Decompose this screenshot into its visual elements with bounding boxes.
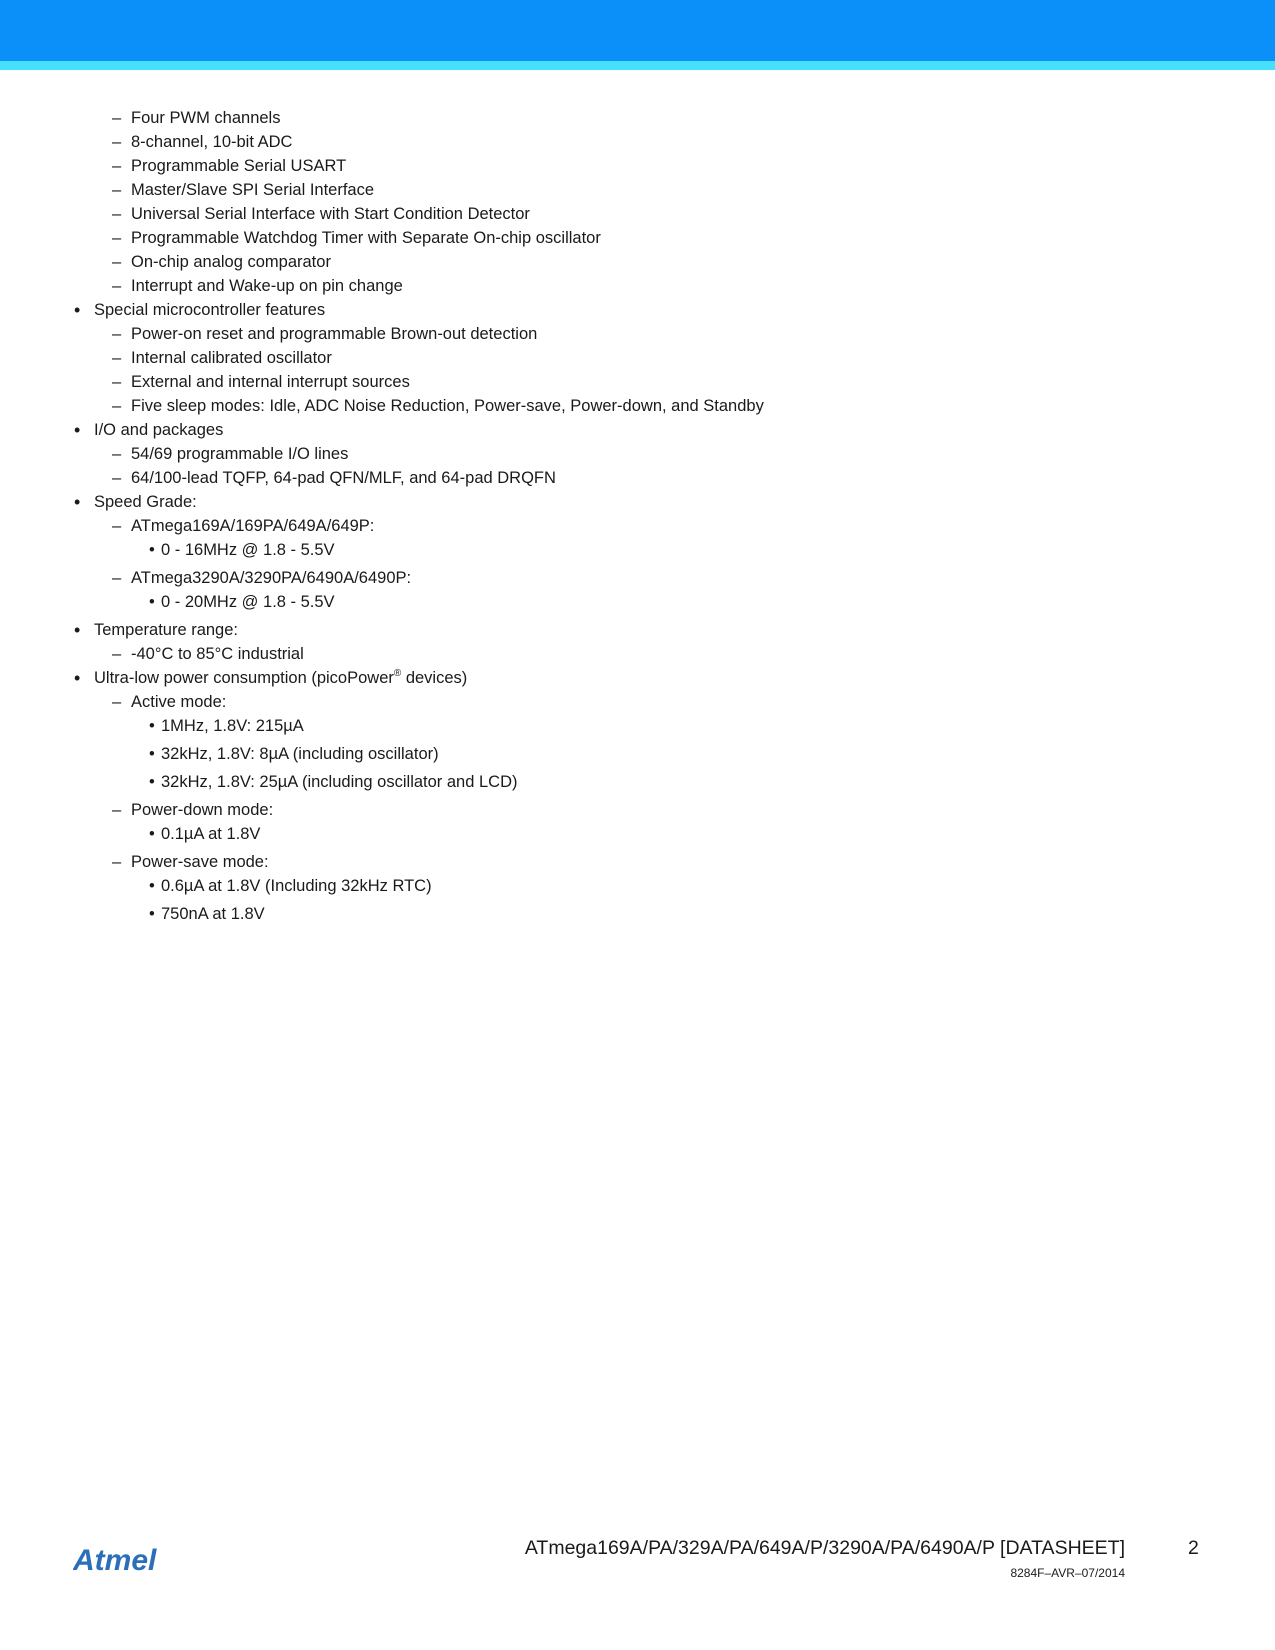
item-text: -40°C to 85°C industrial (131, 645, 304, 663)
sub-sub-item (149, 744, 439, 764)
dash-marker: – (112, 397, 122, 415)
atmel-logo-text: Atmel (73, 1544, 157, 1576)
item-text: Four PWM channels (131, 109, 281, 127)
dash-marker: – (112, 853, 122, 871)
sub-sub-item (149, 592, 335, 612)
item-text: Power-down mode: (131, 801, 274, 819)
item-text: 32kHz, 1.8V: 8µA (including oscillator) (161, 745, 439, 763)
registered-mark: ® (393, 667, 402, 679)
footer-title: ATmega169A/PA/329A/PA/649A/P/3290A/PA/6490A/P [DATASHEET] (524, 1537, 1125, 1559)
bullet-marker: • (74, 420, 81, 440)
sub-sub-item (149, 772, 518, 792)
dash-marker: – (112, 133, 122, 151)
item-text: 0.1µA at 1.8V (161, 825, 261, 843)
sub-item (112, 372, 410, 392)
bullet-marker: • (74, 300, 81, 320)
item-text: Active mode: (131, 693, 227, 711)
sub-item (112, 324, 538, 344)
item-text: 8-channel, 10-bit ADC (131, 133, 293, 151)
dash-marker: – (112, 205, 122, 223)
bullet-item (74, 667, 468, 688)
item-text: 32kHz, 1.8V: 25µA (including oscillator and LCD) (161, 773, 518, 791)
dash-marker: – (112, 517, 122, 535)
item-text: Programmable Serial USART (131, 157, 347, 175)
item-text: Speed Grade: (94, 493, 197, 511)
sub-sub-item (149, 716, 304, 736)
sub-item (112, 516, 375, 536)
sub-item (112, 568, 412, 588)
item-text: Programmable Watchdog Timer with Separate On-chip oscillator (131, 229, 601, 247)
bullet-item (74, 300, 326, 320)
bullet-marker: • (149, 825, 155, 843)
item-text: 750nA at 1.8V (161, 905, 265, 923)
item-text: External and internal interrupt sources (131, 373, 410, 391)
sub-item (112, 800, 274, 820)
item-text: On-chip analog comparator (131, 253, 331, 271)
bullet-marker: • (149, 745, 155, 763)
item-text: 54/69 programmable I/O lines (131, 445, 349, 463)
item-text: Special microcontroller features (94, 301, 326, 319)
bullet-marker: • (149, 541, 155, 559)
item-text: Five sleep modes: Idle, ADC Noise Reduction, Power-save, Power-down, and Standby (131, 397, 764, 415)
item-text: I/O and packages (94, 421, 224, 439)
bullet-marker: • (74, 668, 81, 688)
bullet-item (74, 620, 238, 640)
item-text: Power-on reset and programmable Brown-out detection (131, 325, 538, 343)
dash-marker: – (112, 253, 122, 271)
item-text: 0.6µA at 1.8V (Including 32kHz RTC) (161, 877, 432, 895)
sub-item (112, 852, 269, 872)
atmel-logo (73, 1544, 179, 1576)
item-text: ATmega3290A/3290PA/6490A/6490P: (131, 569, 412, 587)
dash-marker: – (112, 349, 122, 367)
sub-item (112, 204, 530, 224)
bullet-marker: • (149, 905, 155, 923)
sub-item (112, 132, 293, 152)
dash-marker: – (112, 569, 122, 587)
dash-marker: – (112, 645, 122, 663)
sub-item (112, 252, 331, 272)
bullet-marker: • (149, 773, 155, 791)
sub-item (112, 180, 375, 200)
header-stripe (0, 61, 1275, 70)
dash-marker: – (112, 469, 122, 487)
sub-item (112, 396, 764, 416)
sub-item (112, 644, 304, 664)
item-text: Interrupt and Wake-up on pin change (131, 277, 403, 295)
item-text: ATmega169A/169PA/649A/649P: (131, 517, 375, 535)
item-text: Power-save mode: (131, 853, 269, 871)
dash-marker: – (112, 157, 122, 175)
dash-marker: – (112, 325, 122, 343)
dash-marker: – (112, 229, 122, 247)
sub-sub-item (149, 824, 260, 844)
sub-item (112, 348, 332, 368)
item-text: Master/Slave SPI Serial Interface (131, 181, 375, 199)
page-number: 2 (1188, 1537, 1199, 1559)
bullet-item (74, 420, 224, 440)
bullet-marker: • (149, 877, 155, 895)
header-bar (0, 0, 1275, 61)
item-text: Internal calibrated oscillator (131, 349, 332, 367)
item-text: 1MHz, 1.8V: 215µA (161, 717, 304, 735)
dash-marker: – (112, 693, 122, 711)
dash-marker: – (112, 181, 122, 199)
item-text: Temperature range: (94, 621, 238, 639)
item-text-suffix: devices) (401, 669, 468, 687)
sub-sub-item (149, 540, 335, 560)
item-text: 0 - 20MHz @ 1.8 - 5.5V (161, 593, 335, 611)
sub-item (112, 468, 556, 488)
dash-marker: – (112, 109, 122, 127)
sub-item (112, 692, 227, 712)
bullet-item (74, 492, 197, 512)
dash-marker: – (112, 801, 122, 819)
sub-item (112, 444, 349, 464)
sub-sub-item (149, 904, 265, 924)
document-id: 8284F–AVR–07/2014 (1010, 1566, 1125, 1580)
dash-marker: – (112, 373, 122, 391)
dash-marker: – (112, 445, 122, 463)
sub-item (112, 156, 347, 176)
dash-marker: – (112, 277, 122, 295)
sub-item (112, 276, 403, 296)
item-text: Universal Serial Interface with Start Condition Detector (131, 205, 530, 223)
bullet-marker: • (74, 620, 81, 640)
sub-sub-item (149, 876, 432, 896)
bullet-marker: • (149, 717, 155, 735)
bullet-marker: • (74, 492, 81, 512)
sub-item (112, 228, 601, 248)
item-text: 0 - 16MHz @ 1.8 - 5.5V (161, 541, 335, 559)
item-text: Ultra-low power consumption (picoPower (94, 669, 394, 687)
item-text: 64/100-lead TQFP, 64-pad QFN/MLF, and 64-pad DRQFN (131, 469, 556, 487)
sub-item (112, 108, 281, 128)
bullet-marker: • (149, 593, 155, 611)
